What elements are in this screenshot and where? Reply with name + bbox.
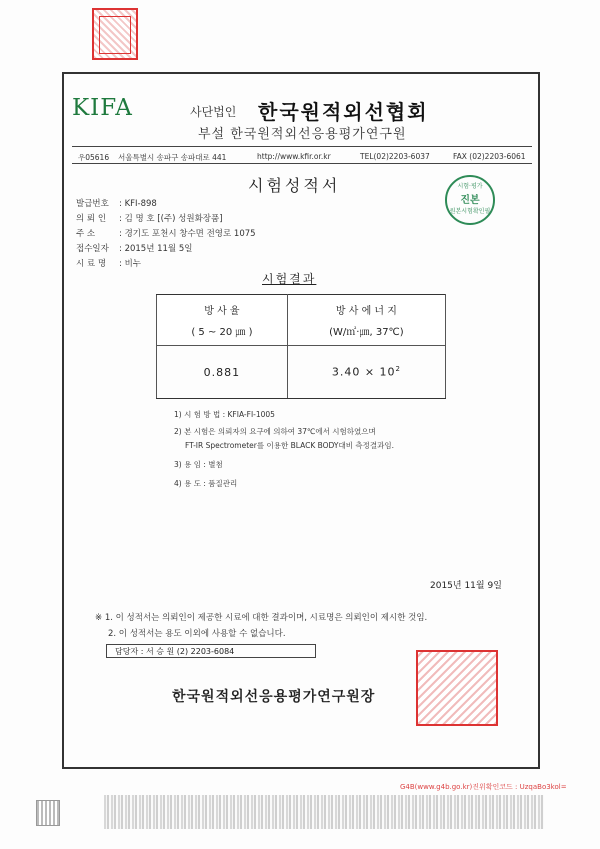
- postcode: 우05616: [78, 153, 110, 162]
- note-3: 3) 용 임 : 별첨: [174, 460, 223, 469]
- authentic-stamp: [445, 175, 495, 225]
- top-red-seal: [92, 8, 138, 60]
- info-issue-number: [76, 197, 157, 209]
- info-address: [76, 227, 256, 239]
- results-table: [156, 294, 446, 399]
- document-title: 시험성적서: [248, 176, 341, 195]
- header-divider: [72, 146, 532, 147]
- value-exponent: 2: [395, 365, 401, 374]
- qr-code-icon: [36, 800, 60, 826]
- address: 서울특별시 송파구 송파대로 441: [118, 153, 227, 162]
- emissive-power-header: [287, 295, 445, 346]
- stamp-main-text: 진본: [460, 195, 480, 206]
- fax-number: FAX (02)2203-6061: [453, 152, 526, 161]
- website-link[interactable]: http://www.kfir.or.kr: [257, 152, 331, 161]
- note-2-cont: FT-IR Spectrometer를 이용한 BLACK BODY대비 측정결과임.: [185, 441, 394, 450]
- info-value: : 김 명 호 [(주) 성원화장품]: [119, 214, 223, 224]
- emissive-power-value: [287, 346, 445, 399]
- header-label: 방 사 에 너 지: [335, 306, 397, 317]
- info-sample-name: [76, 257, 141, 269]
- tel-number: TEL(02)2203-6037: [360, 152, 430, 161]
- issuer-name: 한국원적외선응용평가연구원장: [172, 689, 376, 705]
- header-unit: ( 5 ~ 20 ㎛ ): [191, 327, 253, 338]
- info-label: 주 소: [76, 229, 96, 239]
- emissivity-value: 0.881: [157, 346, 288, 399]
- org-name: 한국원적외선협회: [258, 100, 429, 124]
- org-subtitle: 부설 한국원적외선응용평가연구원: [198, 127, 407, 142]
- contact-box: 담당자 : 서 승 원 (2) 2203-6084: [106, 644, 316, 658]
- header-unit: (W/㎡·㎛, 37℃): [329, 327, 404, 338]
- value-base: 3.40 × 10: [331, 365, 396, 379]
- info-client: [76, 212, 223, 224]
- footnote-2: 2. 이 성적서는 용도 이외에 사용할 수 없습니다.: [108, 629, 286, 639]
- stamp-bottom-text: 원본시험확인필: [449, 208, 491, 215]
- emissivity-header: [157, 295, 288, 346]
- header-divider-2: [72, 163, 532, 164]
- section-title: 시험결과: [262, 272, 317, 286]
- info-label: 접수일자: [76, 244, 109, 254]
- footnote-1: ※ 1. 이 성적서는 의뢰인이 제공한 시료에 대한 결과이며, 시료명은 의뢰인이 제시한 것임.: [95, 613, 428, 623]
- info-value: : 경기도 포천시 창수면 전영로 1075: [119, 229, 256, 239]
- info-value: : 2015년 11월 5일: [119, 244, 193, 254]
- director-red-seal: [416, 650, 498, 726]
- issue-date: 2015년 11월 9일: [430, 581, 502, 591]
- kifa-logo: KIFA: [72, 95, 133, 121]
- verification-code: G4B(www.g4b.go.kr)진위확인코드 : UzqaBo3kol=: [400, 783, 567, 791]
- info-label: 시 료 명: [76, 259, 107, 269]
- security-barcode: [104, 795, 544, 829]
- note-4: 4) 용 도 : 품질관리: [174, 479, 238, 488]
- note-2: 2) 본 시험은 의뢰자의 요구에 의하여 37℃에서 시험하였으며: [174, 427, 376, 436]
- info-receipt-date: [76, 242, 192, 254]
- note-1: 1) 시 험 방 법 : KFIA-FI-1005: [174, 410, 275, 419]
- info-label: 발급번호: [76, 199, 109, 209]
- info-label: 의 뢰 인: [76, 214, 107, 224]
- info-value: : 비누: [119, 259, 141, 269]
- info-value: : KFI-898: [119, 199, 157, 209]
- stamp-top-text: 시험·평가: [457, 183, 483, 190]
- org-prefix: 사단법인: [190, 105, 237, 119]
- header-label: 방 사 율: [204, 306, 240, 317]
